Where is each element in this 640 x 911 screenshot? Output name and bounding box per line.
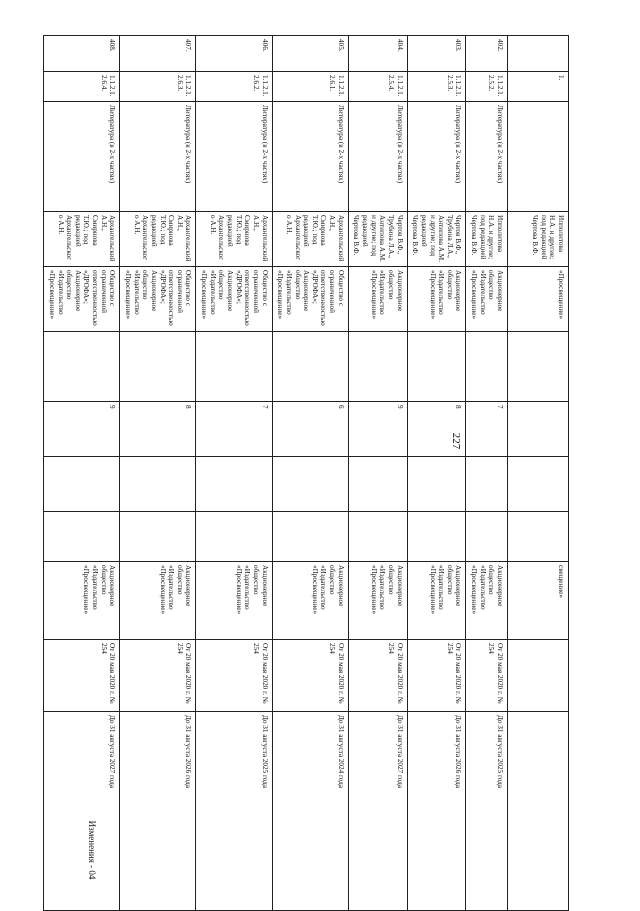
table-cell: Акционерное общество «Издательство «Просвещение» bbox=[407, 267, 466, 332]
table-cell bbox=[44, 332, 120, 402]
table-row bbox=[348, 36, 407, 911]
table-cell: Литература (в 2-х частях) bbox=[196, 102, 272, 212]
table-cell: Архангельский А.Н., Смирнова Т.Ю.; под редакцией Архангельского А.Н. bbox=[196, 212, 272, 267]
table-cell bbox=[407, 457, 466, 512]
table-cell: До 31 августа 2026 года bbox=[407, 712, 466, 911]
table-cell bbox=[348, 332, 407, 402]
table-cell bbox=[508, 712, 569, 911]
table-row bbox=[44, 36, 120, 911]
table-cell: Литература (в 2-х частях) bbox=[44, 102, 120, 212]
footer-note: Изменения - 04 bbox=[87, 820, 97, 880]
table-cell: До 31 августа 2025 года bbox=[196, 712, 272, 911]
table-cell bbox=[272, 457, 348, 512]
table-cell: Чертов В.Ф., Трубина Л.А., Антипова А.М. и другие; под редакцией Чертова В.Ф. bbox=[348, 212, 407, 267]
table-cell: Ипполитова Н.А. и другие; под редакцией Чертова В.Ф. bbox=[466, 212, 508, 267]
table-cell bbox=[272, 332, 348, 402]
table-cell: Акционерное общество «Издательство «Просвещение» bbox=[466, 267, 508, 332]
table-row bbox=[508, 36, 569, 911]
table-cell: 408. bbox=[44, 36, 120, 72]
table-cell: 7 bbox=[196, 402, 272, 457]
table-cell bbox=[466, 512, 508, 562]
table-cell: 1. bbox=[508, 72, 569, 102]
table-cell: До 31 августа 2024 года bbox=[272, 712, 348, 911]
table-row bbox=[407, 36, 466, 911]
table-cell: До 31 августа 2025 года bbox=[466, 712, 508, 911]
table-cell: Архангельский А.Н., Смирнова Т.Ю.; под редакцией Архангельского А.Н. bbox=[272, 212, 348, 267]
table-cell: свещение» bbox=[508, 562, 569, 640]
table-cell bbox=[196, 457, 272, 512]
table-cell bbox=[466, 332, 508, 402]
table-cell: Литература (в 2-х частях) bbox=[466, 102, 508, 212]
table-row bbox=[120, 36, 196, 911]
table-cell: Архангельский А.Н., Смирнова Т.Ю.; под редакцией Архангельского А.Н. bbox=[44, 212, 120, 267]
table-cell: От 20 мая 2020 г. № 254 bbox=[407, 640, 466, 712]
table-cell: 404. bbox=[348, 36, 407, 72]
table-cell: 405. bbox=[272, 36, 348, 72]
table-cell: Общество с ограниченной ответственностью «ДРОФА»; Акционерное общество «Издательство «Просвещение» bbox=[120, 267, 196, 332]
textbook-table bbox=[43, 35, 569, 911]
table-cell: 1.1.2.1.2.6.4. bbox=[44, 72, 120, 102]
table-cell bbox=[508, 512, 569, 562]
table-cell: 403. bbox=[407, 36, 466, 72]
table-cell: 1.1.2.1.2.5.3. bbox=[407, 72, 466, 102]
table-cell: До 31 августа 2026 года bbox=[120, 712, 196, 911]
table-cell: Акционерное общество «Издательство «Просвещение» bbox=[44, 562, 120, 640]
table-cell bbox=[508, 640, 569, 712]
table-cell: Акционерное общество «Издательство «Просвещение» bbox=[120, 562, 196, 640]
table-cell bbox=[196, 332, 272, 402]
table-cell bbox=[508, 332, 569, 402]
table-cell bbox=[348, 457, 407, 512]
table-cell: Акционерное общество «Издательство «Просвещение» bbox=[348, 562, 407, 640]
table-cell: От 20 мая 2020 г. № 254 bbox=[272, 640, 348, 712]
table-cell bbox=[44, 512, 120, 562]
table-cell: От 20 мая 2020 г. № 254 bbox=[120, 640, 196, 712]
table-cell: 407. bbox=[120, 36, 196, 72]
table-cell bbox=[508, 212, 569, 267]
table-cell: 1.1.2.1.2.6.2. bbox=[196, 72, 272, 102]
table-cell: 8 bbox=[407, 402, 466, 457]
table-cell: 1.1.2.1.2.5.4. bbox=[348, 72, 407, 102]
table-cell: 9 bbox=[44, 402, 120, 457]
table-cell: 406. bbox=[196, 36, 272, 72]
table-cell: 1.1.2.1.2.5.2. bbox=[466, 72, 508, 102]
table-cell bbox=[508, 457, 569, 512]
table-cell bbox=[407, 332, 466, 402]
table-cell: От 20 мая 2020 г. № 254 bbox=[44, 640, 120, 712]
table-cell: Общество с ограниченной ответственностью «ДРОФА»; Акционерное общество «Издательство «Просвещение» bbox=[272, 267, 348, 332]
table-cell bbox=[508, 402, 569, 457]
table-row bbox=[272, 36, 348, 911]
table-cell bbox=[407, 512, 466, 562]
table-cell: Общество с ограниченной ответственностью «ДРОФА»; Акционерное общество «Издательство «Просвещение» bbox=[196, 267, 272, 332]
table-cell: От 20 мая 2020 г. № 254 bbox=[196, 640, 272, 712]
table-cell bbox=[272, 512, 348, 562]
table-cell bbox=[120, 332, 196, 402]
table-cell: До 31 августа 2027 года bbox=[348, 712, 407, 911]
cell-text: Ипполитова Н.А. и другие; под редакцией Чертова В.Ф. bbox=[531, 215, 565, 260]
table-cell: Чертов В.Ф., Трубина Л.А., Антипова А.М. и другие; под редакцией Чертова В.Ф. bbox=[407, 212, 466, 267]
table-cell: 6 bbox=[272, 402, 348, 457]
table-cell: От 20 мая 2020 г. № 254 bbox=[466, 640, 508, 712]
table-cell bbox=[196, 512, 272, 562]
table-cell bbox=[120, 512, 196, 562]
table-cell bbox=[348, 512, 407, 562]
table-cell bbox=[508, 102, 569, 212]
table-cell: «Просвещение» bbox=[508, 267, 569, 332]
table-cell bbox=[466, 457, 508, 512]
table-cell: Литература (в 2-х частях) bbox=[120, 102, 196, 212]
table-cell: Общество с ограниченной ответственностью «ДРОФА»; Акционерное общество «Издательство «Просвещение» bbox=[44, 267, 120, 332]
table-cell: 9 bbox=[348, 402, 407, 457]
table-row bbox=[196, 36, 272, 911]
table-cell: 402. bbox=[466, 36, 508, 72]
table-cell: Акционерное общество «Издательство «Просвещение» bbox=[407, 562, 466, 640]
table-cell: 1.1.2.1.2.6.3. bbox=[120, 72, 196, 102]
table-cell bbox=[508, 36, 569, 72]
page-number: 227 bbox=[450, 432, 462, 450]
table-cell: Акционерное общество «Издательство «Просвещение» bbox=[272, 562, 348, 640]
table-cell bbox=[44, 457, 120, 512]
table-cell: Акционерное общество «Издательство «Просвещение» bbox=[466, 562, 508, 640]
table-cell: Акционерное общество «Издательство «Просвещение» bbox=[196, 562, 272, 640]
table-cell: Архангельский А.Н., Смирнова Т.Ю.; под редакцией Архангельского А.Н. bbox=[120, 212, 196, 267]
table-cell: 1.1.2.1.2.6.1. bbox=[272, 72, 348, 102]
table-cell: До 31 августа 2027 года bbox=[44, 712, 120, 911]
table-cell: От 20 мая 2020 г. № 254 bbox=[348, 640, 407, 712]
table-row bbox=[466, 36, 508, 911]
table-cell: Литература (в 2-х частях) bbox=[407, 102, 466, 212]
table-cell: Литература (в 2-х частях) bbox=[272, 102, 348, 212]
table-cell: Литература (в 2-х частях) bbox=[348, 102, 407, 212]
table-cell: 7 bbox=[466, 402, 508, 457]
table-cell: Акционерное общество «Издательство «Просвещение» bbox=[348, 267, 407, 332]
table-cell: 8 bbox=[120, 402, 196, 457]
table-cell bbox=[120, 457, 196, 512]
